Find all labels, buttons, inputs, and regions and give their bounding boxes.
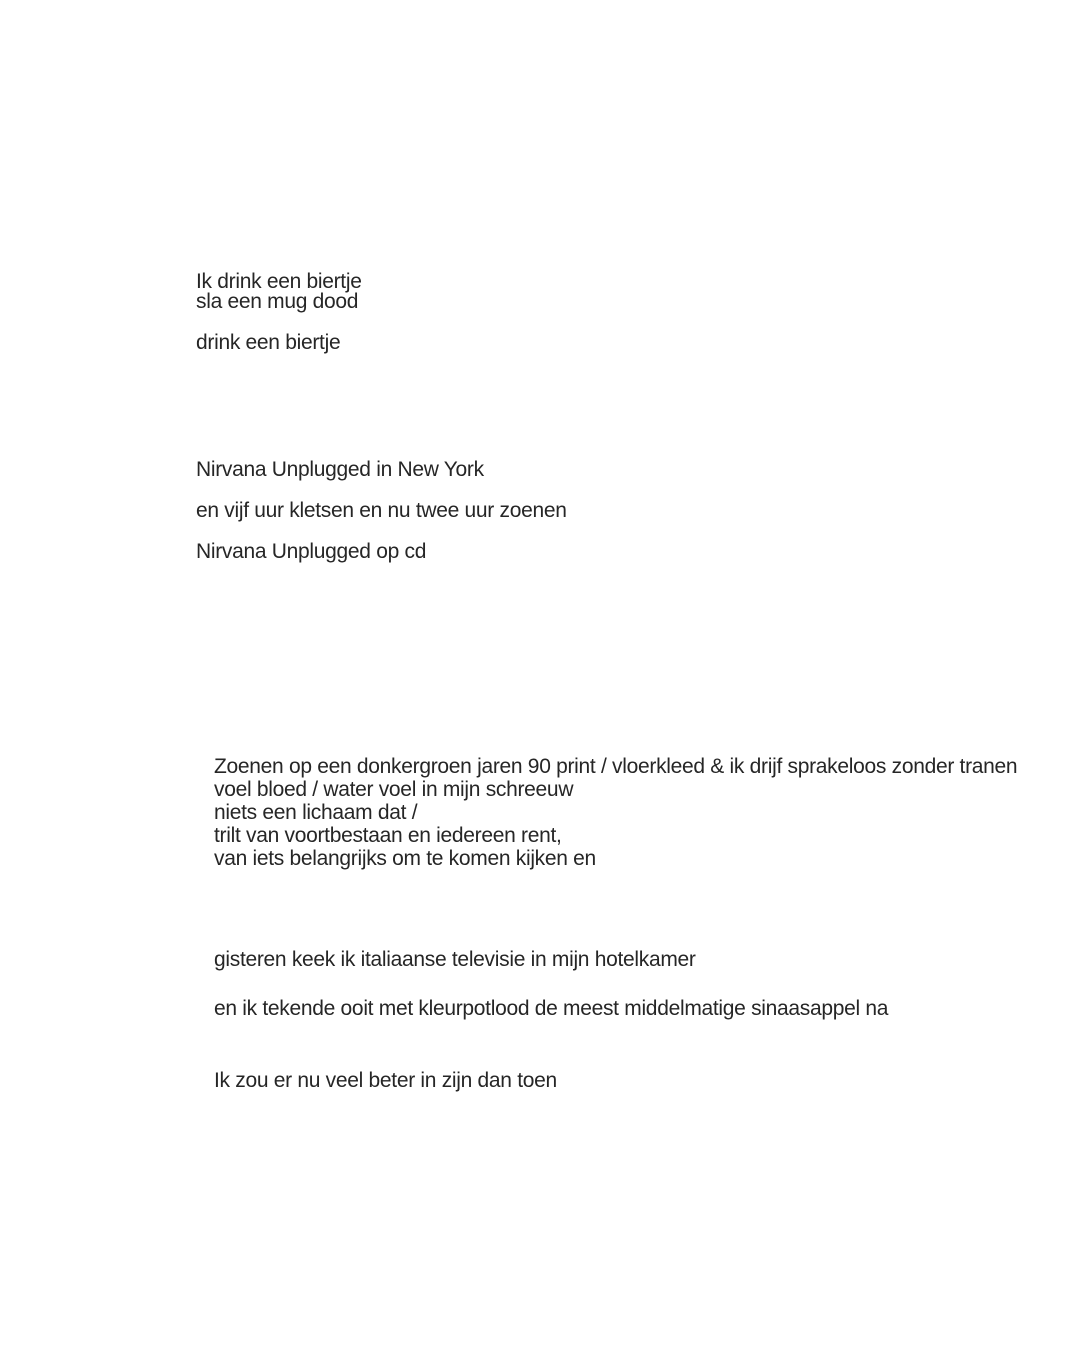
- poem-line: van iets belangrijks om te komen kijken en: [214, 847, 596, 870]
- poem-line: Nirvana Unplugged op cd: [196, 540, 427, 563]
- poem-line: gisteren keek ik italiaanse televisie in mijn hotelkamer: [214, 948, 696, 971]
- poem-line: Nirvana Unplugged in New York: [196, 458, 484, 481]
- poem-line: drink een biertje: [196, 331, 341, 354]
- poem-line: voel bloed / water voel in mijn schreeuw: [214, 778, 574, 801]
- poem-line: sla een mug dood: [196, 290, 359, 313]
- poem-line: en ik tekende ooit met kleurpotlood de meest middelmatige sinaasappel na: [214, 997, 889, 1020]
- poem-line: niets een lichaam dat /: [214, 801, 418, 824]
- poem-line: en vijf uur kletsen en nu twee uur zoenen: [196, 499, 567, 522]
- poem-stanza: [214, 755, 1017, 870]
- poem-line: Ik drink een biertje: [196, 270, 362, 293]
- poem-line: trilt van voortbestaan en iedereen rent,: [214, 824, 562, 847]
- poem-line: Zoenen op een donkergroen jaren 90 print / vloerkleed & ik drijf sprakeloos zonder tranen: [214, 755, 1018, 778]
- poem-line: Ik zou er nu veel beter in zijn dan toen: [214, 1069, 557, 1092]
